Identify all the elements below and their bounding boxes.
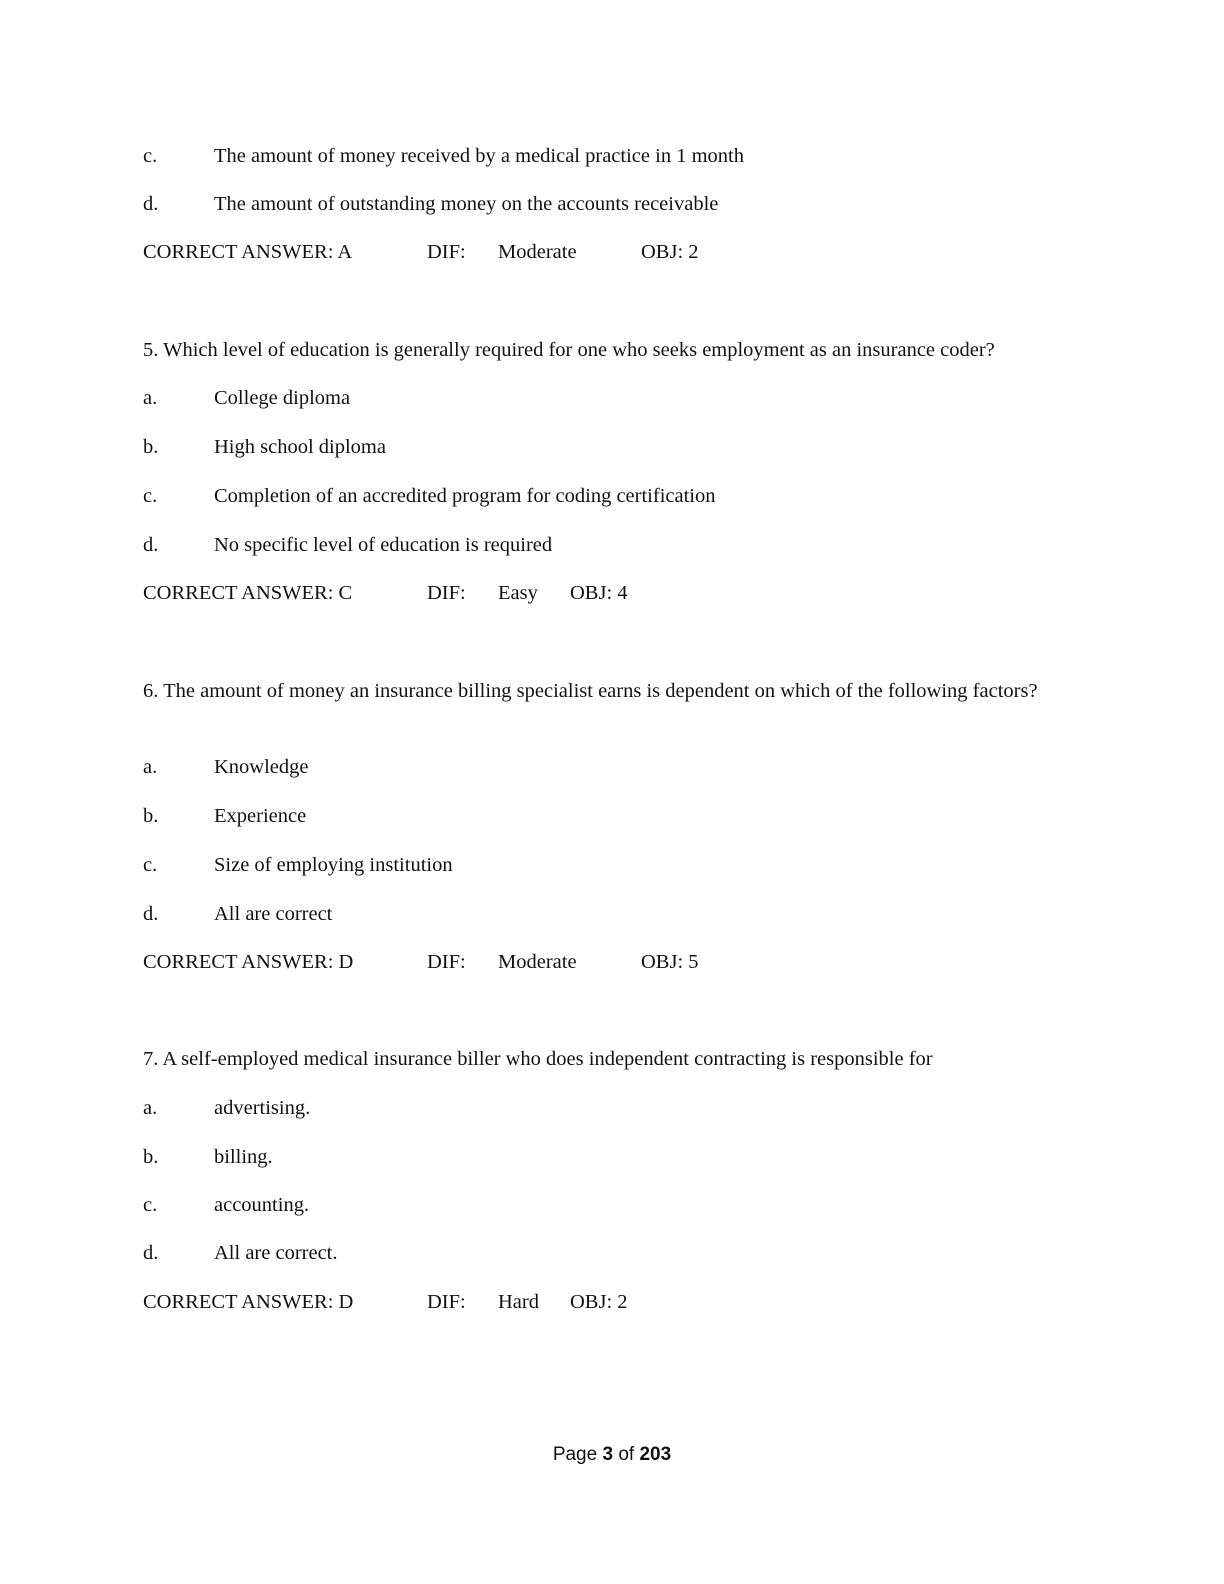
option-text: The amount of money received by a medical practice in 1 month <box>214 145 744 167</box>
correct-answer: CORRECT ANSWER: D <box>143 1291 354 1313</box>
option-letter: a. <box>143 387 158 409</box>
option-text: All are correct. <box>214 1242 338 1264</box>
option-text: All are correct <box>214 903 333 925</box>
option-text: advertising. <box>214 1097 311 1119</box>
difficulty-value: Moderate <box>498 951 577 973</box>
option-text: Experience <box>214 805 307 827</box>
option-text: High school diploma <box>214 436 386 458</box>
option-text: Size of employing institution <box>214 854 453 876</box>
option-letter: c. <box>143 854 158 876</box>
objective: OBJ: 4 <box>570 582 628 604</box>
objective: OBJ: 2 <box>641 241 699 263</box>
difficulty-label: DIF: <box>427 241 466 263</box>
difficulty-label: DIF: <box>427 582 466 604</box>
option-text: College diploma <box>214 387 351 409</box>
difficulty-value: Moderate <box>498 241 577 263</box>
option-letter: c. <box>143 1194 158 1216</box>
option-text: Knowledge <box>214 756 309 778</box>
answer-meta-row <box>0 1288 1224 1316</box>
option-text: accounting. <box>214 1194 310 1216</box>
answer-meta-row <box>0 948 1224 976</box>
difficulty-value: Easy <box>498 582 538 604</box>
option-letter: d. <box>143 1242 159 1264</box>
option-letter: c. <box>143 485 158 507</box>
option-letter: d. <box>143 193 159 215</box>
question-stem: 7. A self-employed medical insurance biller who does independent contracting is responsible for <box>143 1048 933 1070</box>
difficulty-label: DIF: <box>427 1291 466 1313</box>
option-text: No specific level of education is required <box>214 534 553 556</box>
option-letter: a. <box>143 756 158 778</box>
objective: OBJ: 5 <box>641 951 699 973</box>
question-stem: 5. Which level of education is generally required for one who seeks employment as an insurance coder? <box>143 339 995 361</box>
page-total: 203 <box>639 1444 672 1465</box>
option-text: Completion of an accredited program for coding certification <box>214 485 716 507</box>
option-letter: b. <box>143 1146 159 1168</box>
answer-meta-row <box>0 238 1224 266</box>
option-letter: a. <box>143 1097 158 1119</box>
question-stem: 6. The amount of money an insurance billing specialist earns is dependent on which of the following factors? <box>143 680 1038 702</box>
difficulty-value: Hard <box>498 1291 539 1313</box>
correct-answer: CORRECT ANSWER: A <box>143 241 353 263</box>
correct-answer: CORRECT ANSWER: D <box>143 951 354 973</box>
page-number: 3 <box>602 1444 614 1465</box>
option-letter: c. <box>143 145 158 167</box>
option-letter: b. <box>143 436 159 458</box>
page-word: Page <box>552 1444 598 1465</box>
option-letter: b. <box>143 805 159 827</box>
difficulty-label: DIF: <box>427 951 466 973</box>
page-footer <box>0 1444 1224 1466</box>
option-letter: d. <box>143 534 159 556</box>
correct-answer: CORRECT ANSWER: C <box>143 582 353 604</box>
objective: OBJ: 2 <box>570 1291 628 1313</box>
option-text: billing. <box>214 1146 273 1168</box>
option-text: The amount of outstanding money on the accounts receivable <box>214 193 719 215</box>
answer-meta-row <box>0 579 1224 607</box>
of-word: of <box>618 1444 635 1465</box>
option-letter: d. <box>143 903 159 925</box>
